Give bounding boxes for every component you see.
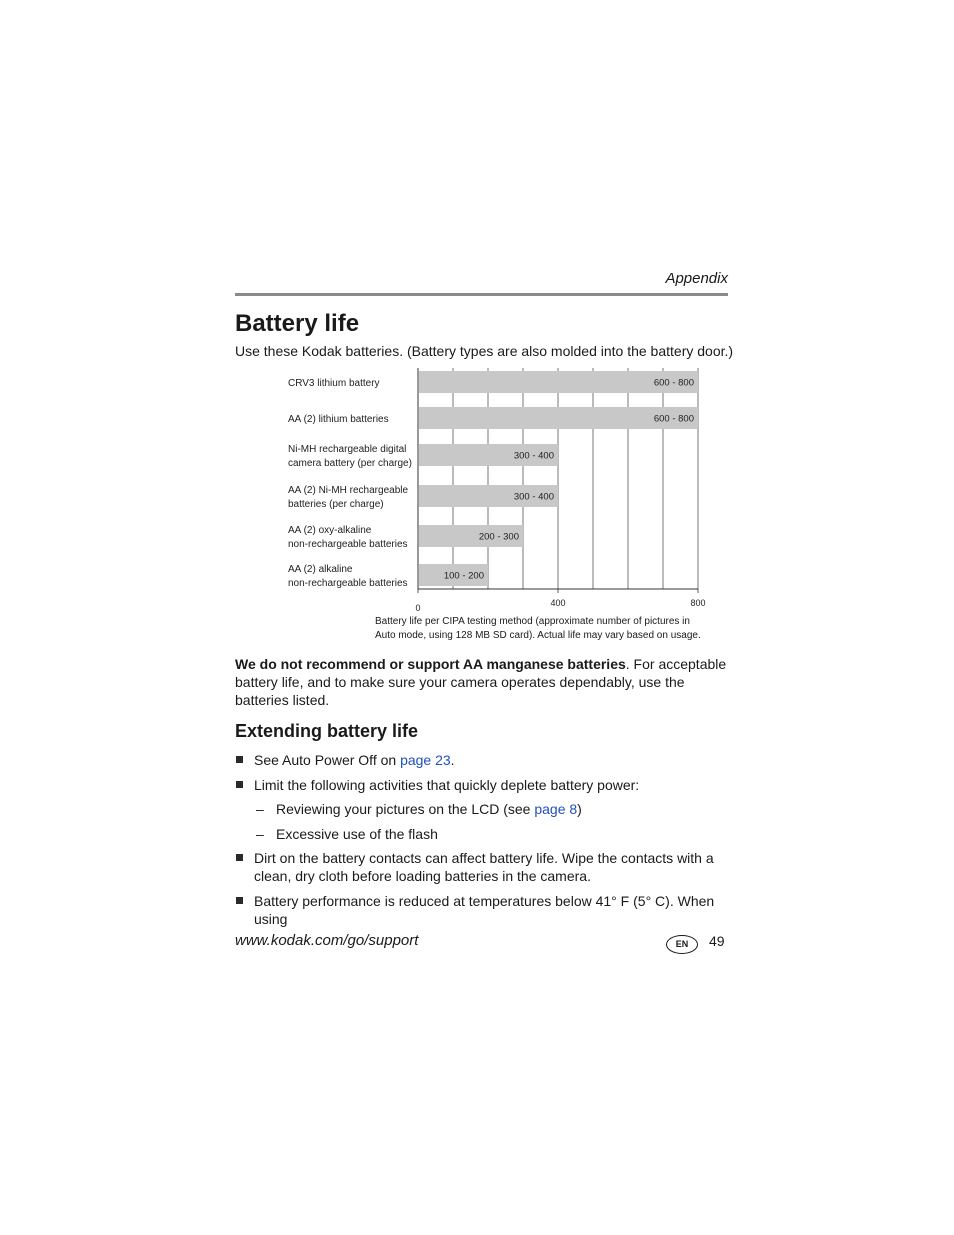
chart-bar-label: 100 - 200 [443,570,484,582]
bullet-icon [236,897,243,904]
list-item-text: Battery performance is reduced at temperatures below 41° F (5° C). When using [254,893,715,927]
chart-bar-label: 600 - 800 [653,413,694,425]
list-item-text: . [450,752,455,768]
bullet-icon [236,756,243,763]
dash-icon: – [256,826,264,842]
chart-category-label: AA (2) lithium batteries [288,414,389,425]
battery-life-chart [280,365,720,625]
chart-caption-line-2: Auto mode, using 128 MB SD card). Actual life may vary based on usage. [375,630,701,641]
list-item-text: See Auto Power Off on [254,752,401,768]
chart-caption [375,615,720,643]
chart-tick-label: 800 [690,598,706,608]
bullet-icon [236,854,243,861]
chart-bar-label: 200 - 300 [478,531,519,543]
page-23-link[interactable]: page 23 [400,752,451,768]
sub-list-item [256,800,726,818]
list-item-text: Reviewing your pictures on the LCD (see [276,801,535,817]
subheading: Extending battery life [235,721,419,741]
chart-caption-line-1: Battery life per CIPA testing method (approximate number of pictures in [375,616,690,627]
language-badge: EN [666,935,698,954]
warning-paragraph [235,655,730,709]
chart-bar-label: 300 - 400 [513,450,554,462]
sub-list-item [256,825,726,843]
chart-category-label: non-rechargeable batteries [288,578,408,589]
warning-rest: . For acceptable battery life, and to make sure your camera operates dependably, use the batteries listed. [235,656,727,708]
list-item [254,776,729,794]
list-item [254,849,729,885]
list-item-text: Limit the following activities that quickly deplete battery power: [254,777,640,793]
section-header: Appendix [665,270,728,287]
chart-category-label: batteries (per charge) [288,499,384,510]
chart-bar-label: 300 - 400 [513,491,554,503]
page-title: Battery life [235,310,360,337]
intro-text: Use these Kodak batteries. (Battery types are also molded into the battery door.) [235,343,734,359]
list-item [254,892,729,928]
chart-category-label: AA (2) alkaline [288,564,353,575]
chart-category-label: AA (2) oxy-alkaline [288,525,372,536]
chart-tick-label: 400 [550,598,566,608]
footer-url: www.kodak.com/go/support [235,932,419,949]
page-8-link[interactable]: page 8 [534,801,578,817]
chart-svg [280,365,720,620]
chart-category-label: CRV3 lithium battery [288,378,380,389]
list-item-text: ) [577,801,582,817]
chart-category-label: Ni-MH rechargeable digital [288,444,407,455]
chart-category-label: AA (2) Ni-MH rechargeable [288,485,409,496]
list-item-text: Excessive use of the flash [276,826,438,842]
chart-tick-label: 0 [415,603,421,613]
list-item-text: Dirt on the battery contacts can affect battery life. Wipe the contacts with a clean, dry cloth before loading batteries in the camera. [254,850,714,884]
bullet-icon [236,781,243,788]
dash-icon: – [256,801,264,817]
warning-bold: We do not recommend or support AA manganese batteries [235,656,626,672]
chart-bar-label: 600 - 800 [653,377,694,389]
list-item [254,751,729,769]
header-rule [235,293,728,296]
chart-category-label: camera battery (per charge) [288,458,412,469]
page-number: 49 [709,933,725,949]
chart-category-label: non-rechargeable batteries [288,539,408,550]
